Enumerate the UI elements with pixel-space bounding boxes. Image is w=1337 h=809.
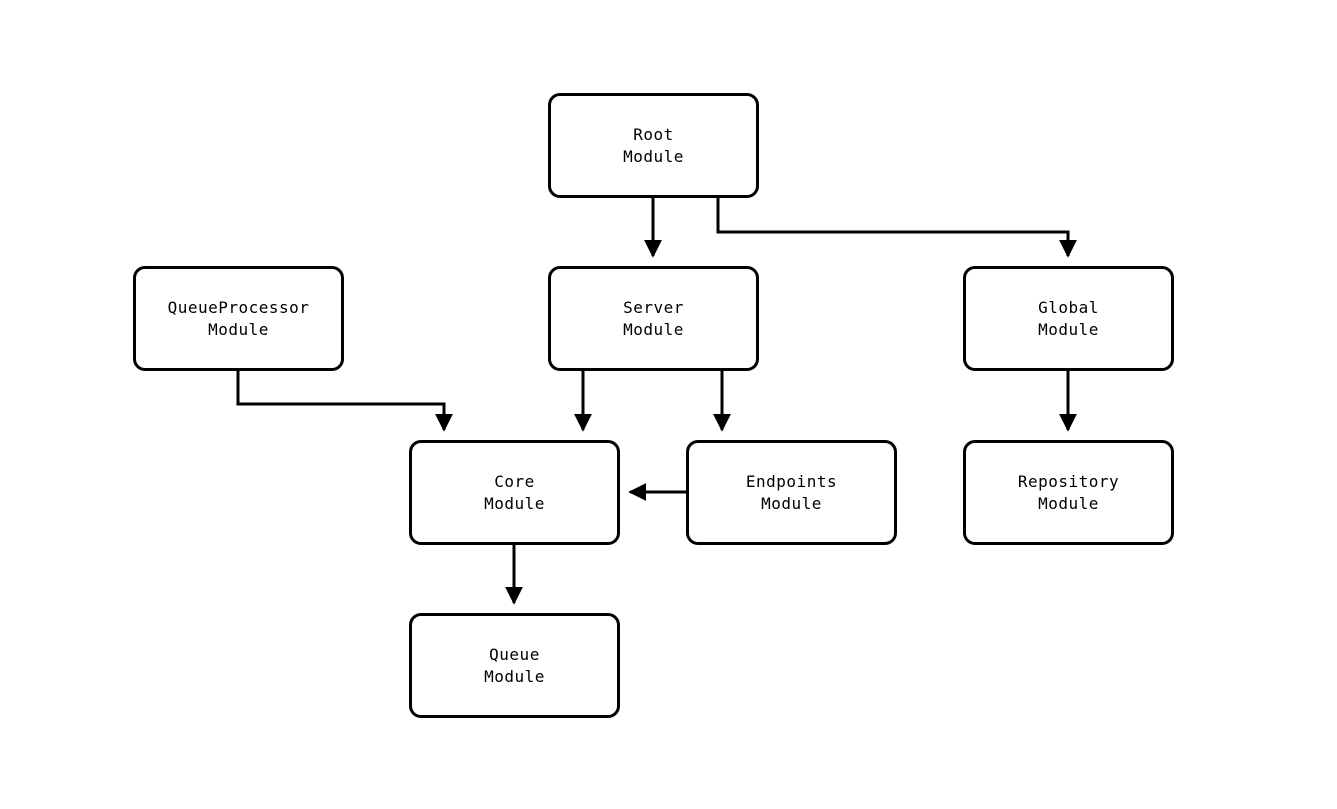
node-global-module[interactable] — [963, 266, 1174, 371]
node-server-module-label-line1: Server — [623, 297, 684, 317]
node-core-module[interactable] — [409, 440, 620, 545]
node-endpoints-module-label-line2: Module — [761, 493, 822, 513]
node-root-module-label-line1: Root — [633, 124, 674, 144]
node-endpoints-module[interactable] — [686, 440, 897, 545]
node-endpoints-module-label-line1: Endpoints — [745, 471, 838, 491]
node-global-module-label-line2: Module — [1038, 319, 1099, 339]
node-server-module[interactable] — [548, 266, 759, 371]
edge-root-to-global — [718, 198, 1068, 256]
node-root-module-label-line2: Module — [623, 146, 684, 166]
node-queueprocessor-module[interactable] — [133, 266, 344, 371]
node-queue-module-label-line1: Queue — [489, 644, 540, 664]
node-repository-module-label-line2: Module — [1038, 493, 1099, 513]
node-core-module-label-line2: Module — [484, 493, 545, 513]
node-queueprocessor-module-label-line2: Module — [208, 319, 269, 339]
node-queue-module-label-line2: Module — [484, 666, 545, 686]
node-queue-module[interactable] — [409, 613, 620, 718]
node-core-module-label-line1: Core — [494, 471, 535, 491]
node-root-module[interactable] — [548, 93, 759, 198]
node-server-module-label-line2: Module — [623, 319, 684, 339]
node-global-module-label-line1: Global — [1038, 297, 1099, 317]
node-repository-module[interactable] — [963, 440, 1174, 545]
node-repository-module-label-line1: Repository — [1017, 471, 1120, 491]
edge-queueprocessor-to-core — [238, 371, 444, 430]
node-queueprocessor-module-label-line1: QueueProcessor — [167, 297, 310, 317]
